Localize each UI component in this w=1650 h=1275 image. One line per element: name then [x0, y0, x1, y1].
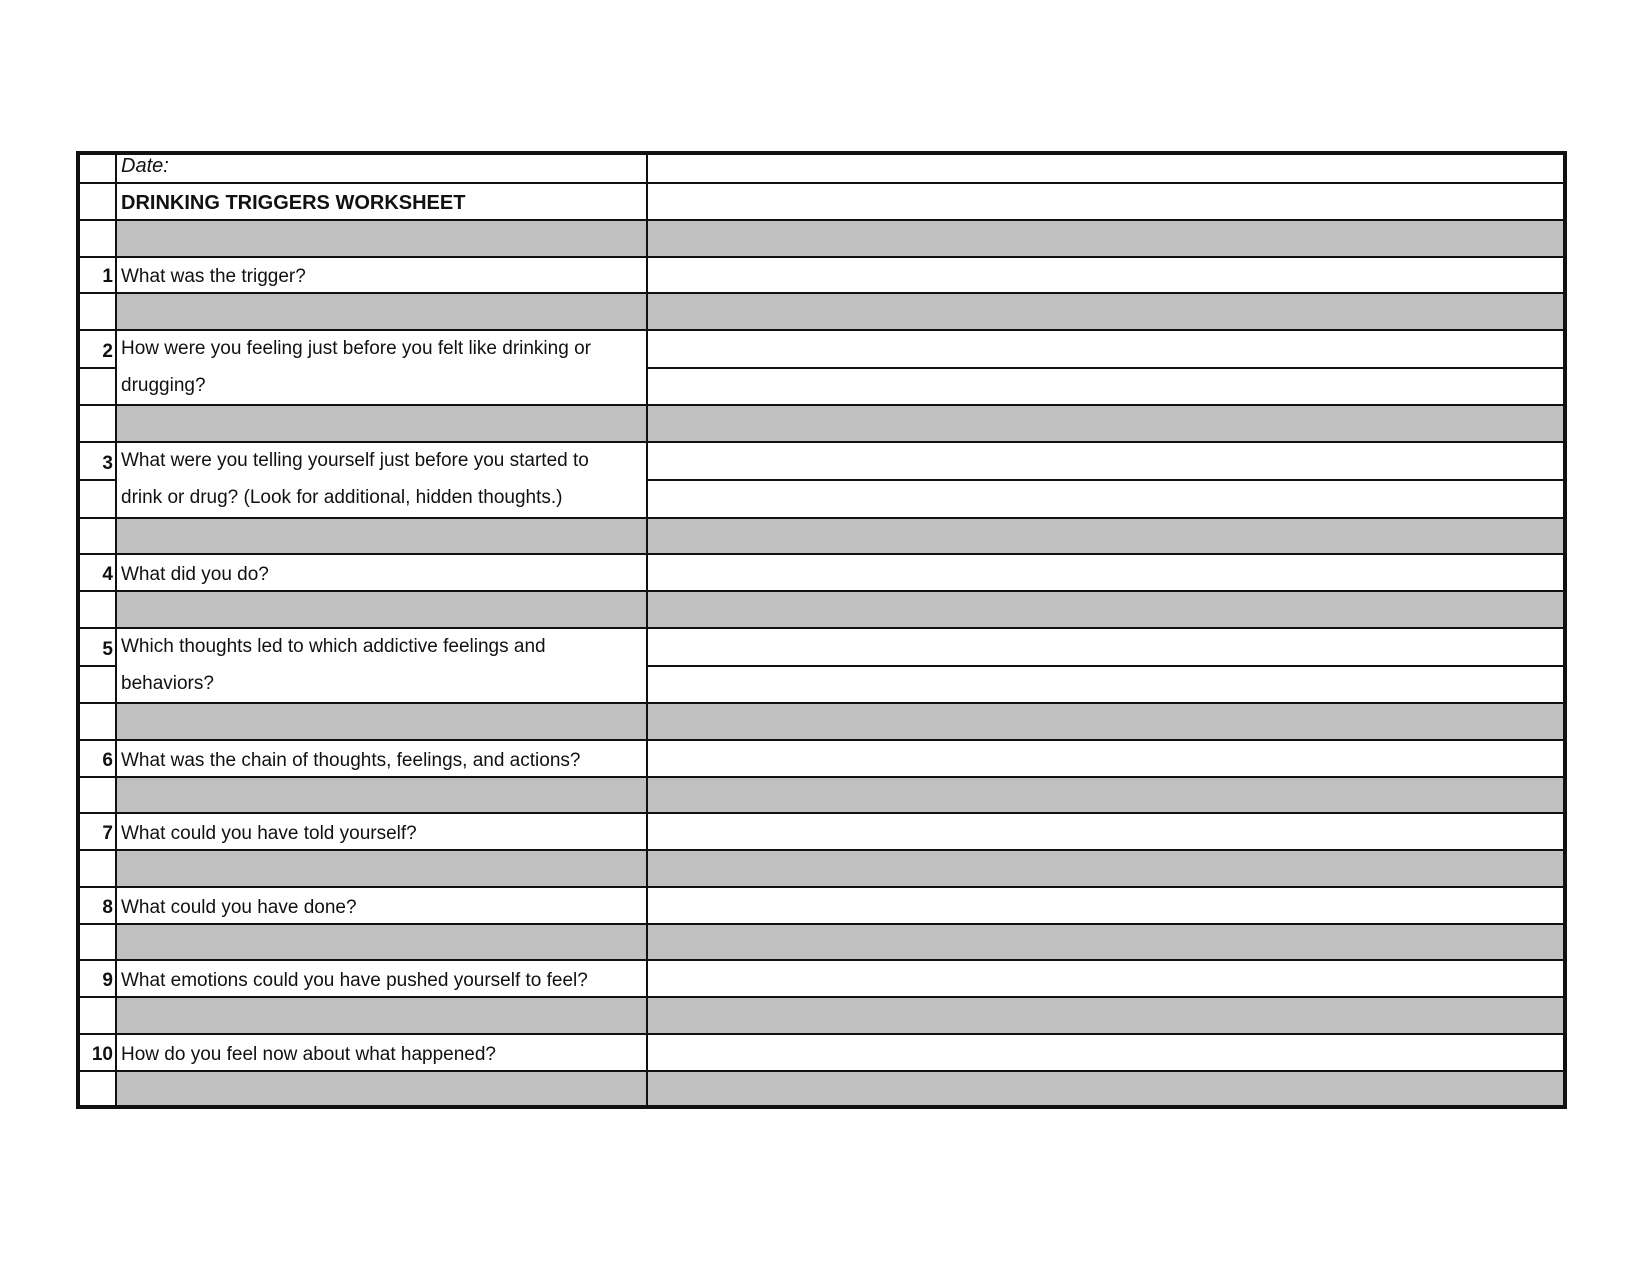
answer-field[interactable] — [647, 887, 1565, 924]
question-number: 4 — [78, 554, 116, 591]
question-row — [78, 442, 1565, 480]
title-row — [78, 183, 1565, 220]
spacer-row — [78, 405, 1565, 442]
num-cell — [78, 777, 116, 814]
shaded-cell — [647, 777, 1565, 814]
num-cell — [78, 293, 116, 330]
question-number: 8 — [78, 887, 116, 924]
answer-field[interactable] — [647, 257, 1565, 294]
shaded-cell — [647, 591, 1565, 628]
shaded-cell — [116, 405, 647, 442]
question-row — [78, 813, 1565, 850]
shaded-cell — [116, 293, 647, 330]
question-number: 6 — [78, 740, 116, 777]
shaded-cell — [116, 850, 647, 887]
shaded-cell — [116, 703, 647, 740]
question-row — [78, 1034, 1565, 1071]
title-cell — [116, 183, 647, 220]
question-text: What was the trigger? — [116, 257, 647, 294]
num-cell — [78, 220, 116, 257]
question-number: 10 — [78, 1034, 116, 1071]
shaded-cell — [116, 591, 647, 628]
num-cell — [78, 405, 116, 442]
shaded-cell — [647, 293, 1565, 330]
num-cell — [78, 997, 116, 1034]
spacer-row — [78, 518, 1565, 555]
spacer-row — [78, 777, 1565, 814]
spacer-row — [78, 591, 1565, 628]
shaded-cell — [116, 1071, 647, 1108]
answer-field[interactable] — [647, 740, 1565, 777]
question-row — [78, 257, 1565, 294]
question-number: 3 — [78, 442, 116, 480]
question-text: What did you do? — [116, 554, 647, 591]
question-number: 9 — [78, 960, 116, 997]
question-number: 1 — [78, 257, 116, 294]
spacer-row — [78, 220, 1565, 257]
spacer-row — [78, 997, 1565, 1034]
answer-field[interactable] — [647, 628, 1565, 666]
num-cell — [78, 1071, 116, 1108]
question-number: 7 — [78, 813, 116, 850]
date-label-cell — [116, 153, 647, 183]
question-text-line2: drink or drug? (Look for additional, hidden thoughts.) — [121, 486, 563, 508]
shaded-cell — [647, 405, 1565, 442]
shaded-cell — [116, 518, 647, 555]
date-label: Date: — [121, 155, 169, 177]
spacer-row — [78, 850, 1565, 887]
question-row — [78, 960, 1565, 997]
num-cell — [78, 850, 116, 887]
num-cell — [78, 924, 116, 961]
question-row — [78, 628, 1565, 666]
question-text-line1: Which thoughts led to which addictive feelings and — [121, 635, 546, 657]
num-cell — [78, 666, 116, 704]
shaded-cell — [647, 850, 1565, 887]
question-text: What emotions could you have pushed yourself to feel? — [116, 960, 647, 997]
shaded-cell — [647, 924, 1565, 961]
question-row — [78, 887, 1565, 924]
answer-field[interactable] — [647, 368, 1565, 406]
spacer-row — [78, 1071, 1565, 1108]
spacer-row — [78, 924, 1565, 961]
shaded-cell — [647, 997, 1565, 1034]
shaded-cell — [647, 518, 1565, 555]
num-cell — [78, 480, 116, 518]
title-answer-field[interactable] — [647, 183, 1565, 220]
date-answer-field[interactable] — [647, 153, 1565, 183]
answer-field[interactable] — [647, 1034, 1565, 1071]
question-text-line1: What were you telling yourself just before you started to — [121, 450, 589, 472]
answer-field[interactable] — [647, 666, 1565, 704]
shaded-cell — [116, 220, 647, 257]
spacer-row — [78, 703, 1565, 740]
answer-field[interactable] — [647, 813, 1565, 850]
answer-field[interactable] — [647, 480, 1565, 518]
worksheet-title: DRINKING TRIGGERS WORKSHEET — [121, 191, 466, 214]
question-row — [78, 740, 1565, 777]
question-row — [78, 330, 1565, 368]
answer-field[interactable] — [647, 330, 1565, 368]
question-text — [116, 628, 647, 703]
answer-field[interactable] — [647, 960, 1565, 997]
question-text: What could you have done? — [116, 887, 647, 924]
answer-field[interactable] — [647, 442, 1565, 480]
num-cell — [78, 153, 116, 183]
question-text: How do you feel now about what happened? — [116, 1034, 647, 1071]
worksheet-table — [76, 151, 1567, 1109]
shaded-cell — [647, 1071, 1565, 1108]
shaded-cell — [116, 924, 647, 961]
num-cell — [78, 591, 116, 628]
question-text: What could you have told yourself? — [116, 813, 647, 850]
question-row — [78, 554, 1565, 591]
num-cell — [78, 368, 116, 406]
question-text-line2: drugging? — [121, 374, 206, 396]
num-cell — [78, 703, 116, 740]
num-cell — [78, 183, 116, 220]
question-number: 5 — [78, 628, 116, 666]
question-text: What was the chain of thoughts, feelings, and actions? — [116, 740, 647, 777]
question-text-line2: behaviors? — [121, 672, 214, 694]
answer-field[interactable] — [647, 554, 1565, 591]
shaded-cell — [647, 703, 1565, 740]
num-cell — [78, 518, 116, 555]
shaded-cell — [647, 220, 1565, 257]
shaded-cell — [116, 997, 647, 1034]
spacer-row — [78, 293, 1565, 330]
question-text — [116, 330, 647, 405]
question-text — [116, 442, 647, 517]
question-number: 2 — [78, 330, 116, 368]
shaded-cell — [116, 777, 647, 814]
question-text-line1: How were you feeling just before you felt like drinking or — [121, 338, 591, 359]
date-row — [78, 153, 1565, 183]
